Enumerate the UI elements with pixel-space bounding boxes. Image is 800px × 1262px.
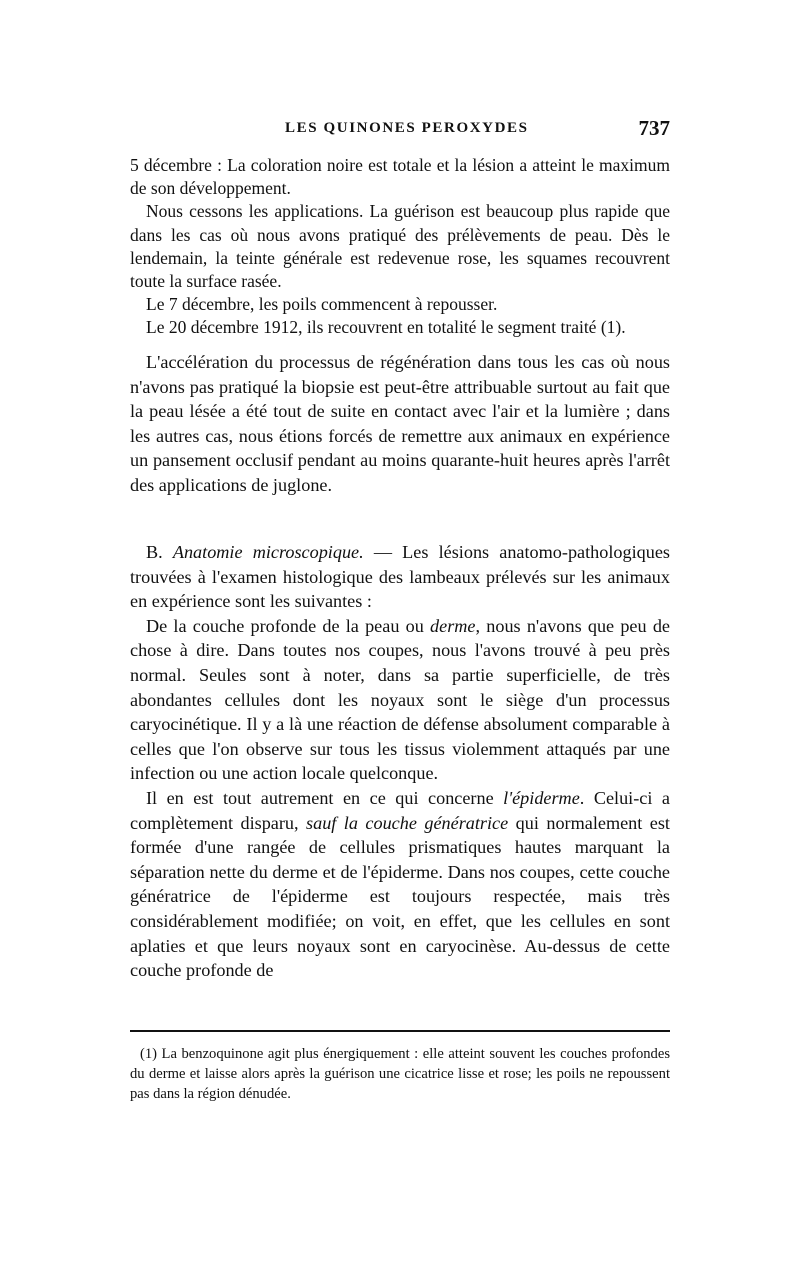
epiderme-text-start: Il en est tout autrement en ce qui concerne [146, 787, 504, 808]
section-label: B. [146, 542, 163, 562]
text-block-regeneration [130, 350, 670, 498]
paragraph-section-heading [130, 540, 670, 614]
paragraph-december-20: Le 20 décembre 1912, ils recouvrent en totalité le segment traité (1). [146, 317, 626, 338]
paragraph-applications-stopped: Nous cessons les applications. La guérison est beaucoup plus rapide que dans les cas où nous avons pratiqué des prélèvements de peau. Dès le lendemain, la teinte générale est redevenue rose, les squames recouvrent toute la surface rasée. [130, 201, 670, 292]
paragraph-derme [130, 614, 670, 786]
derme-text-start: De la couche profonde de la peau ou [146, 615, 431, 636]
paragraph-december-7: Le 7 décembre, les poils commencent à repousser. [146, 294, 498, 315]
derme-text-rest: , nous n'avons que peu de chose à dire. Dans toutes nos coupes, nous l'avons trouvé à peu près normal. Seules sont à noter, dans sa partie superficielle, de très abondantes cellules dont les noyaux sont le siège d'un processus caryocinétique. Il y a là une réaction de défense absolument comparable à celles que l'on observe sur tous les tissus violemment attaqués par une infection ou une action locale quelconque. [130, 615, 670, 784]
epiderme-term: l'épiderme [503, 787, 580, 808]
paragraph-regeneration: L'accélération du processus de régénération dans tous les cas où nous n'avons pas pratiqué la biopsie est peut-être attribuable surtout au fait que la peau lésée a été tout de suite en contact avec l'air et la lumière ; dans les autres cas, nous étions forcés de remettre aux animaux en expérience un pansement occlusif pendant au moins quarante-huit heures après l'arrêt des applications de juglone. [130, 352, 670, 495]
text-block-anatomy [130, 540, 670, 983]
epiderme-text-rest: qui normalement est formée d'une rangée de cellules prismatiques hautes marquant la séparation nette du derme et de l'épiderme. Dans nos coupes, cette couche génératrice de l'épiderme est toujours respectée, mais très considérablement modifiée; on voit, en effet, que les cellules en sont aplaties et que leurs noyaux sont en caryocinèse. Au-dessus de cette couche profonde de [130, 812, 670, 981]
footnote-divider [130, 1030, 670, 1032]
paragraph-december-5: 5 décembre : La coloration noire est totale et la lésion a atteint le maximum de son développement. [130, 155, 670, 199]
page-number: 737 [638, 116, 670, 140]
paragraph-epiderme [130, 786, 670, 983]
page-header [130, 118, 670, 142]
running-title: LES QUINONES PEROXYDES [285, 120, 529, 136]
section-intro: — Les lésions anatomo-pathologiques trouvées à l'examen histologique des lambeaux prélevés sur les animaux en expérience sont les suivantes : [130, 542, 670, 612]
epiderme-text-mid: . Celui-ci a complètement disparu, [130, 787, 670, 833]
derme-term: derme [430, 615, 476, 636]
section-title: Anatomie microscopique. [172, 542, 364, 562]
couche-generatrice-term: sauf la couche génératrice [306, 812, 509, 833]
text-block-december [130, 154, 670, 340]
footnote: (1) La benzoquinone agit plus énergiquement : elle atteint souvent les couches profondes du derme et laisse alors après la guérison une cicatrice lisse et rose; les poils ne repoussent pas dans la région dénudée. [130, 1046, 670, 1102]
